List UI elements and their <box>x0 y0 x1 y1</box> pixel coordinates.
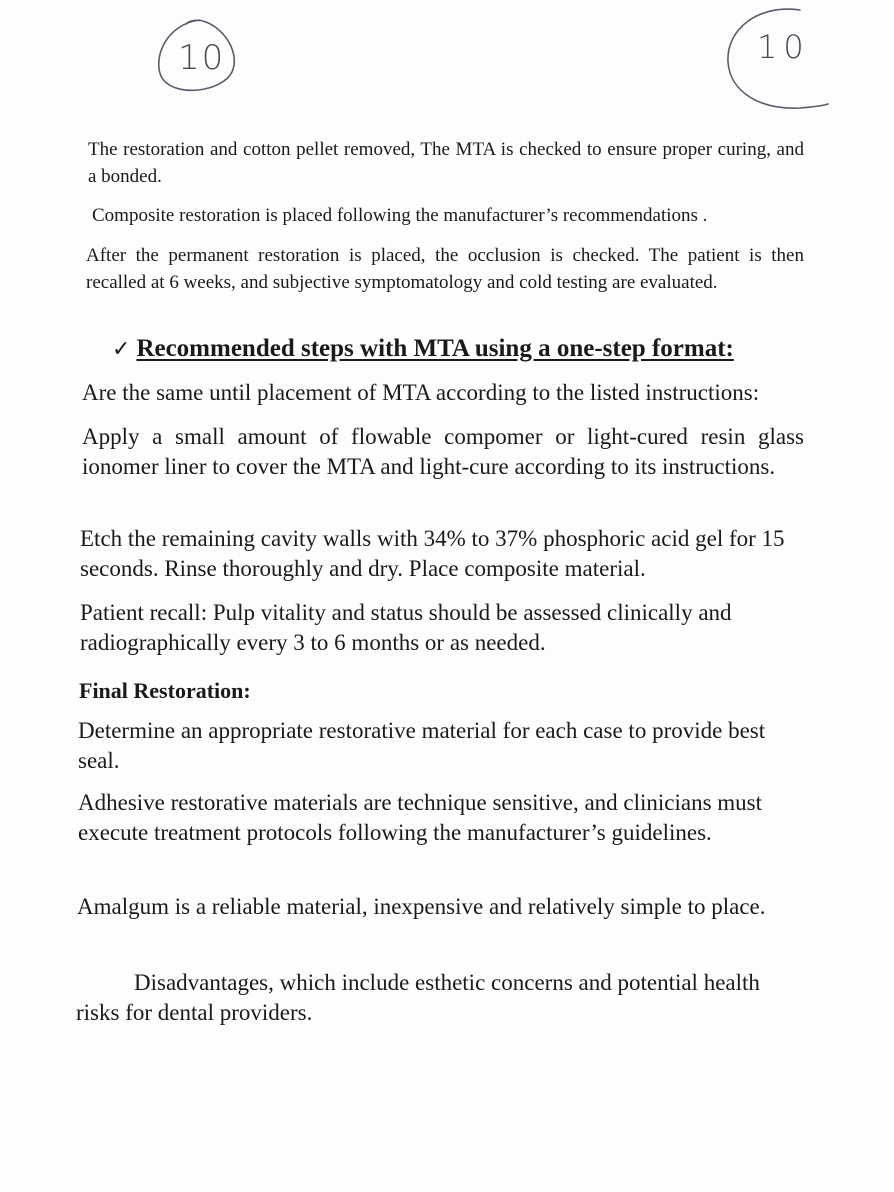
paragraph-mta-check: The restoration and cotton pellet removed, The MTA is checked to ensure proper curing, and a bonded. <box>88 139 804 187</box>
section-heading-text: Recommended steps with MTA using a one-step format: <box>136 335 734 362</box>
paragraph-occlusion-recall: After the permanent restoration is placed, the occlusion is checked. The patient is then recalled at 6 weeks, and subjective symptomatology and cold testing are evaluated. <box>86 245 804 293</box>
check-mark-icon: ✓ <box>112 337 131 362</box>
paragraph-restorative-material: Determine an appropriate restorative material for each case to provide best seal. <box>78 718 766 773</box>
paragraph-disadvantages-text: Disadvantages, which include esthetic concerns and potential health risks for dental providers. <box>76 970 760 1025</box>
section-heading-final-restoration: Final Restoration: <box>79 678 251 703</box>
paragraph-amalgum: Amalgum is a reliable material, inexpensive and relatively simple to place. <box>77 894 766 919</box>
paragraph-composite-placement: Composite restoration is placed following the manufacturer’s recommendations . <box>92 205 708 226</box>
paragraph-patient-recall: Patient recall: Pulp vitality and status should be assessed clinically and radiographically every 3 to 6 months or as needed. <box>80 600 732 655</box>
page-number-left: 10 <box>178 38 226 78</box>
section-heading-one-step <box>112 331 812 368</box>
paragraph-etch-walls: Etch the remaining cavity walls with 34% to 37% phosphoric acid gel for 15 seconds. Rinse thoroughly and dry. Place composite material. <box>80 526 785 581</box>
paragraph-adhesive-materials: Adhesive restorative materials are technique sensitive, and clinicians must execute treatment protocols following the manufacturer’s guidelines. <box>78 790 763 845</box>
paragraph-same-until: Are the same until placement of MTA according to the listed instructions: <box>82 380 760 405</box>
paragraph-disadvantages <box>76 968 776 1028</box>
paragraph-apply-liner: Apply a small amount of flowable compomer or light-cured resin glass ionomer liner to cover the MTA and light-cure according to its instructions. <box>82 424 804 479</box>
page-number-right: 10 <box>757 28 810 66</box>
handwritten-circles <box>0 0 894 140</box>
